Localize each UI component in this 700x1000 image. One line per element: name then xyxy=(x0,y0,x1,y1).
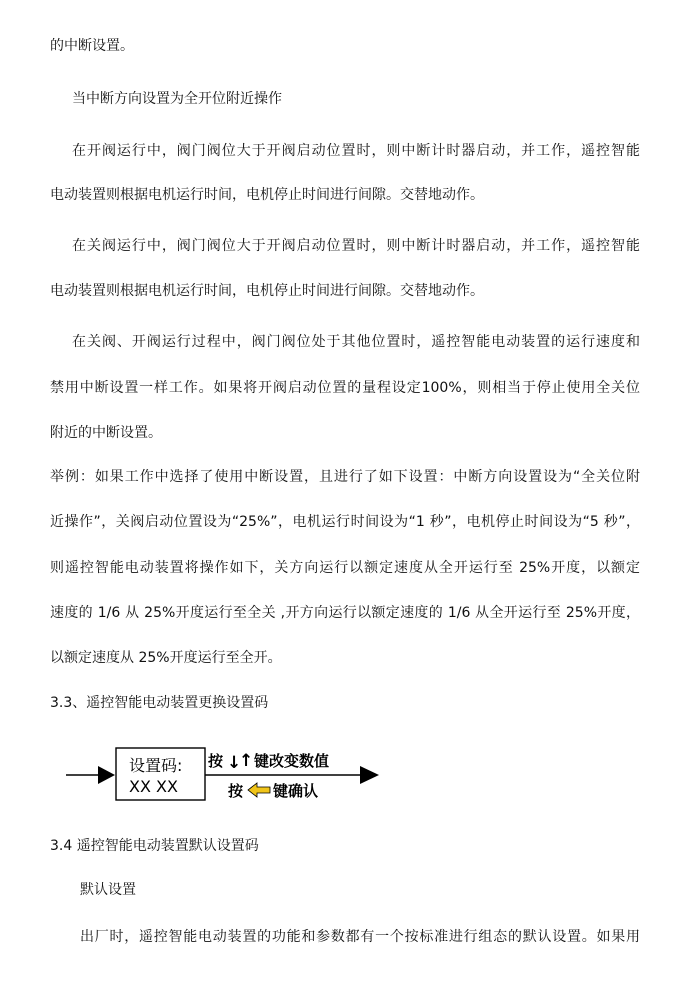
text-line: 以额定速度从 25%开度运行至全开。 xyxy=(50,650,282,666)
text-line: 在关阀、开阀运行过程中，阀门阀位处于其他位置时，遥控智能电动装置的运行速度和 xyxy=(72,334,640,350)
section-heading-3-4: 3.4 遥控智能电动装置默认设置码 xyxy=(50,838,259,854)
text-line: 在开阀运行中，阀门阀位大于开阀启动位置时，则中断计时器启动，并工作，遥控智能 xyxy=(72,143,640,159)
bottom-instruction-suffix: 键确认 xyxy=(273,782,319,800)
text-line: 速度的 1/6 从 25%开度运行至全关 ,开方向运行以额定速度的 1/6 从全开运行至 25%开度， xyxy=(50,605,640,621)
up-arrow-icon: ↑ xyxy=(239,751,254,771)
text-line: 当中断方向设置为全开位附近操作 xyxy=(72,91,282,107)
text-line: 在关阀运行中，阀门阀位大于开阀启动位置时，则中断计时器启动，并工作，遥控智能 xyxy=(72,238,640,254)
top-instruction-prefix: 按 xyxy=(208,752,224,770)
text-line: 近操作”，关阀启动位置设为“25%”，电机运行时间设为“1 秒”，电机停止时间设为“5 秒”， xyxy=(50,514,640,530)
text-line: 禁用中断设置一样工作。如果将开阀启动位置的量程设定100%，则相当于停止使用全关位 xyxy=(50,380,640,396)
down-arrow-icon: ↓ xyxy=(227,753,242,773)
box-label: 设置码: xyxy=(129,756,183,775)
box-value: XX XX xyxy=(129,777,178,796)
text-line: 则遥控智能电动装置将操作如下，关方向运行以额定速度从全开运行至 25%开度，以额定 xyxy=(50,560,640,576)
text-line: 电动装置则根据电机运行时间，电机停止时间进行间隙。交替地动作。 xyxy=(50,187,484,203)
input-arrow-head xyxy=(98,766,115,784)
subheading-default: 默认设置 xyxy=(80,882,136,898)
bottom-instruction-prefix: 按 xyxy=(228,782,244,800)
text-line: 电动装置则根据电机运行时间，电机停止时间进行间隙。交替地动作。 xyxy=(50,283,484,299)
text-line: 举例：如果工作中选择了使用中断设置，且进行了如下设置：中断方向设置设为“全关位附 xyxy=(50,469,640,485)
top-instruction-suffix: 键改变数值 xyxy=(254,752,330,770)
text-line: 附近的中断设置。 xyxy=(50,425,162,441)
left-arrow-icon xyxy=(248,783,270,797)
output-arrow-head xyxy=(360,766,379,784)
setting-code-diagram xyxy=(60,738,385,806)
text-line: 出厂时，遥控智能电动装置的功能和参数都有一个按标准进行组态的默认设置。如果用 xyxy=(80,929,640,945)
text-line: 的中断设置。 xyxy=(50,38,134,54)
section-heading-3-3: 3.3、遥控智能电动装置更换设置码 xyxy=(50,695,269,711)
